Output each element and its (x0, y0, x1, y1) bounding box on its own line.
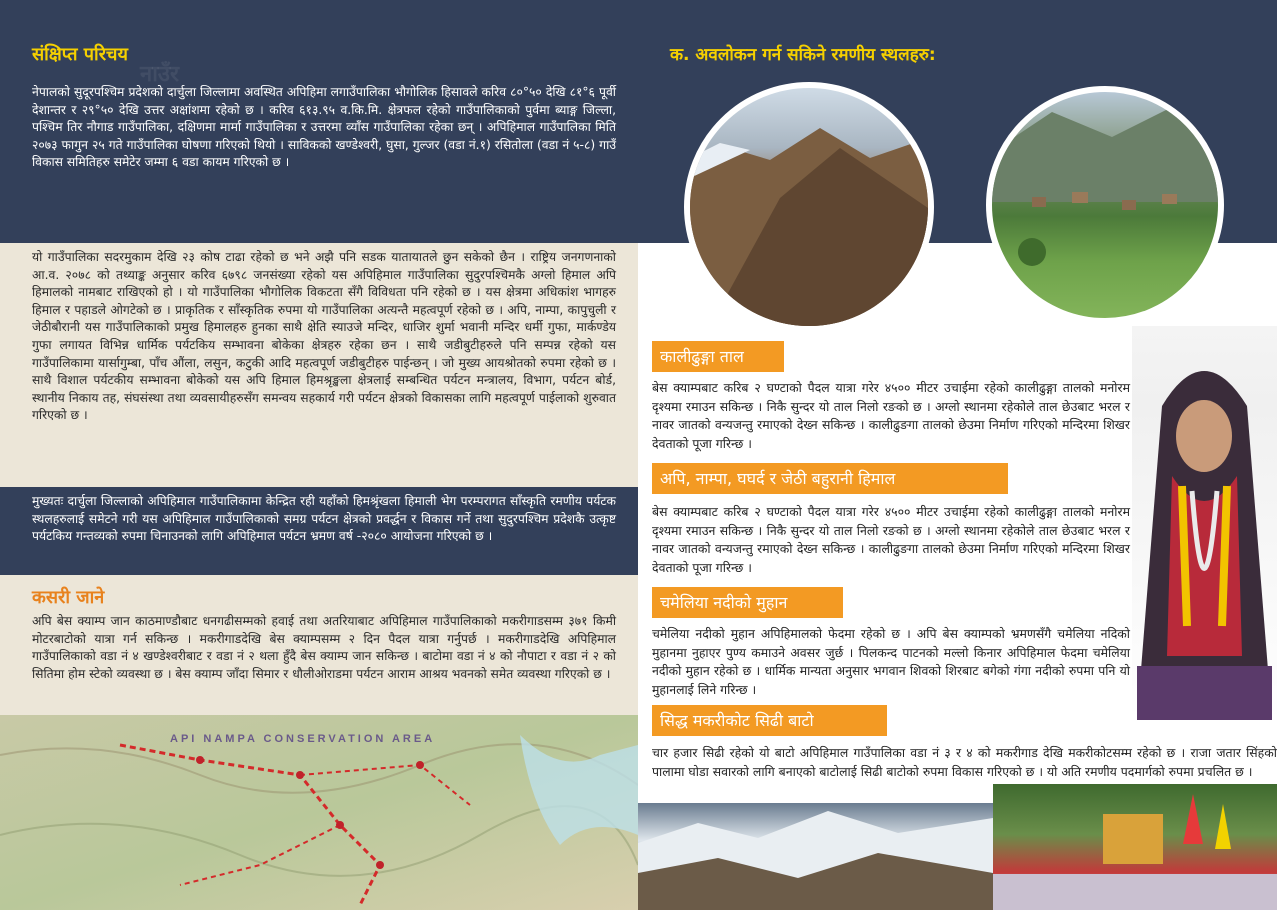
festival-drawing (993, 784, 1277, 910)
section-tag-chameliya: चमेलिया नदीको मुहान (652, 587, 843, 618)
section-text-api-himal: बेस क्याम्पबाट करिब २ घण्टाको पैदल यात्रा गरेर ४५०० मीटर उचाईमा रहेको कालीढुङ्गा तालको मनोरम दृश्यमा रमाउन सकिन्छ । निकै सुन्दर यो ताल निलो रङको छ । अग्लो स्थानमा रहेकोले ताल छेउबाट भरल र नावर जातको वन्यजन्तु रमाएको देख्न सकिन्छ । कालीढुङगा तालको छेउमा निर्माण गरिएको मन्दिरमा शिखर देवताको पूजा गरिन्छ । (652, 504, 1130, 575)
section-tag-kalidhunga: कालीढुङ्गा ताल (652, 341, 784, 372)
tourism-year-band (0, 487, 638, 575)
section-tag-api-himal: अपि, नाम्पा, घघर्द र जेठी बहुरानी हिमाल (652, 463, 1008, 494)
band-text: मुख्यतः दार्चुला जिल्लाको अपिहिमाल गाउँपालिकामा केन्द्रित रही यहाँको हिमश्रृंखला हिमाली भेग परम्परागत साँस्कृति रमणीय पर्यटक स्थलहरुलाई समेटने गरी यस अपिहिमाल गाउँपालिकाको समग्र पर्यटन क्षेत्रको प्रवर्द्धन र विकास गर्ने तथा सुदुरपश्चिम प्रदेशकै उत्कृष्ट पर्यटकिय गन्तव्यको रुपमा चिनाउनको लागि अपिहिमाल पर्यटन भ्रमण वर्ष -२०८० आयोजना गरिएको छ । (32, 494, 616, 544)
woman-portrait (1132, 326, 1277, 720)
section-tag-makrikot: सिद्ध मकरीकोट सिढी बाटो (652, 705, 887, 736)
places-heading: क. अवलोकन गर्न सकिने रमणीय स्थलहरु: (670, 45, 936, 65)
section-text-makrikot: चार हजार सिढी रहेको यो बाटो अपिहिमाल गाउँपालिका वडा नं ३ र ४ को मकरीगाड देखि मकरीकोटसम्म रहेको छ । राजा जतार सिंहको पालामा घोडा सवारको लागि बनाएको बाटोलाई सिढी बाटोको रुपमा विकास गरिएको छ । यो अति रमणीय पदमार्गको रुपमा प्रचलित छ । (652, 745, 1277, 779)
conservation-map (0, 715, 638, 910)
snow-mountain-drawing (638, 803, 993, 910)
festival-photo (993, 784, 1277, 910)
how-to-reach-panel (0, 575, 638, 715)
mountain-drawing (690, 88, 928, 326)
map-label: API NAMPA CONSERVATION AREA (170, 733, 436, 745)
woman-drawing (1132, 326, 1277, 720)
village-drawing (992, 92, 1218, 318)
snow-mountain-photo (638, 803, 993, 910)
how-heading: कसरी जाने (32, 587, 105, 608)
intro-panel (0, 0, 638, 243)
main-text-panel (0, 243, 638, 487)
intro-text: नेपालको सुदूरपश्चिम प्रदेशको दार्चुला जिल्लामा अवस्थित अपिहिमा लगाउँपालिका भौगोलिक हिसावले करिव ८०°५० देखि ८१°६ पूर्वी देशान्तर र २९°५० देखि उत्तर अक्षांशमा रहेको छ । करिव ६१३.९५ व.कि.मि. क्षेत्रफल रहेको गाउँपालिकाको पुर्वमा ब्याङ्ग जिल्ला, पश्चिम तिर नौगाड गाउँपालिका, दक्षिणमा मार्मा गाउँपालिका र उत्तरमा व्याँस गाउँपालिका रहेका छन् । अपिहिमाल गाउँपालिका मिति २०७३ फागुन २५ गते गाउँपालिका घोषणा गरिएको थियो । साविकको खण्डेश्वरी, घुसा, गुल्जर (वडा नं.१) रसितोला (वडा नं ५-८) गाउँ विकास समितिहरु समेटेर जम्मा ६ वडा कायम गरिएको छ । (32, 85, 616, 170)
how-text: अपि बेस क्याम्प जान काठमाण्डौबाट धनगढीसम्मको हवाई तथा अतरियाबाट अपिहिमाल गाउँपालिकाको मकरीगाडसम्म ३७१ किमी मोटरबाटोको यात्रा गर्न सकिन्छ । मकरीगाडदेखि बेस क्याम्पसम्म २ दिन पैदल यात्रा गर्नुपर्छ । मकरीगाडदेखि अपिहिमाल गाउँपालिकाको वडा नं ४ खण्डेश्वरीबाट र वडा नं २ थला हुँदै बेस क्याम्प जान सकिन्छ । बाटोमा वडा नं ४ को नौपाटा र वडा नं २ को सितिमा होम स्टेको व्यवस्था छ । बेस क्याम्प जाँदा सिमार र धौलीओराडमा पर्यटन आराम आश्रय भवनको समेत व्यवस्था गरिएको छ । (32, 614, 616, 681)
watermark-text: नाउँर (140, 62, 179, 87)
section-text-kalidhunga: बेस क्याम्पबाट करिब २ घण्टाको पैदल यात्रा गरेर ४५०० मीटर उचाईमा रहेको कालीढुङ्गा तालको मनोरम दृश्यमा रमाउन सकिन्छ । निकै सुन्दर यो ताल निलो रङको छ । अग्लो स्थानमा रहेकोले ताल छेउबाट भरल र नावर जातको वन्यजन्तु रमाएको देख्न सकिन्छ । कालीढुङगा तालको छेउमा निर्माण गरिएको मन्दिरमा शिखर देवताको पूजा गरिन्छ । (652, 380, 1130, 451)
main-text: यो गाउँपालिका सदरमुकाम देखि २३ कोष टाढा रहेको छ भने अझै पनि सडक यातायातले छुन सकेको छैन । राष्ट्रिय जनगणनाको आ.व. २०७८ को तथ्याङ्क अनुसार करिव ६७९८ जनसंख्या रहेको यस अपिहिमाल गाउँपालिका सुदुरपश्चिमकै अग्लो हिमाल अपि हिमालको नामबाट राखिएको हो । यो गाउँपालिका भौगोलिक विकटता सँगै विविधता पनि रहेको छ । यस क्षेत्रमा अधिकांश भागहरु हिमाल र पहाडले ओगटेको छ । प्राकृतिक र साँस्कृतिक रुपमा यो गाउँपालिका अत्यन्तै महत्वपूर्ण रहेको छ । अपि, नाम्पा, कापुचुली र जेठीबौरानी यस गाउँपालिकाको प्रमुख हिमालहरु हुनका साथै क्षेति स्याउजे मन्दिर, धाजिर शुर्मा भवानी मन्दिर धर्मी गुफा, मार्कण्डेय गुफा लगायत विभिन्न धार्मिक पर्यटकिय सम्भावना बोकेका क्षेत्रहरु रहेका छन । साथै जडीबुटीहरुले पनि सम्पन्न रहेको यस गाउँपालिकामा यार्सागुम्बा, पाँच औंला, लसुन, कटुकी आदि महत्वपूर्ण जडीबुटीहरु पाईन्छन् । जो मुख्य आयश्रोतको रुपमा रहेको छ । साथै विशाल पर्यटकीय सम्भावना बोकेको यस अपि हिमाल हिमश्रृङ्खला क्षेत्रलाई सम्बन्धित पर्यटन मन्त्रालय, विभाग, पर्यटन बोर्ड, स्थानीय निकाय तह, संघसंस्था तथा व्यवसायीहरुसँग समन्वय सहकार्य गरी पर्यटन क्षेत्रको विकासका लागि महत्वपूर्ण पाईलाको शुरुवात गरिएको छ । (32, 250, 616, 423)
intro-heading: संक्षिप्त परिचय (32, 44, 128, 65)
section-text-chameliya: चमेलिया नदीको मुहान अपिहिमालको फेदमा रहेको छ । अपि बेस क्याम्पको भ्रमणसँगै चमेलिया नदिको मुहानमा नुहाएर पुण्य कमाउने अवसर जुर्छ । पिलकन्द पाटनको मल्लो किनार अपिहिमाल फेदमा चमेलिया नदीको मुहान रहेको छ । धार्मिक मान्यता अनुसार भगवान शिवको शिरबाट बगेको गंगा नदीको रुपमा पनि यो मुहानलाई लिने गरिन्छ । (652, 626, 1130, 697)
village-photo (986, 86, 1224, 324)
mountain-photo (684, 82, 934, 332)
